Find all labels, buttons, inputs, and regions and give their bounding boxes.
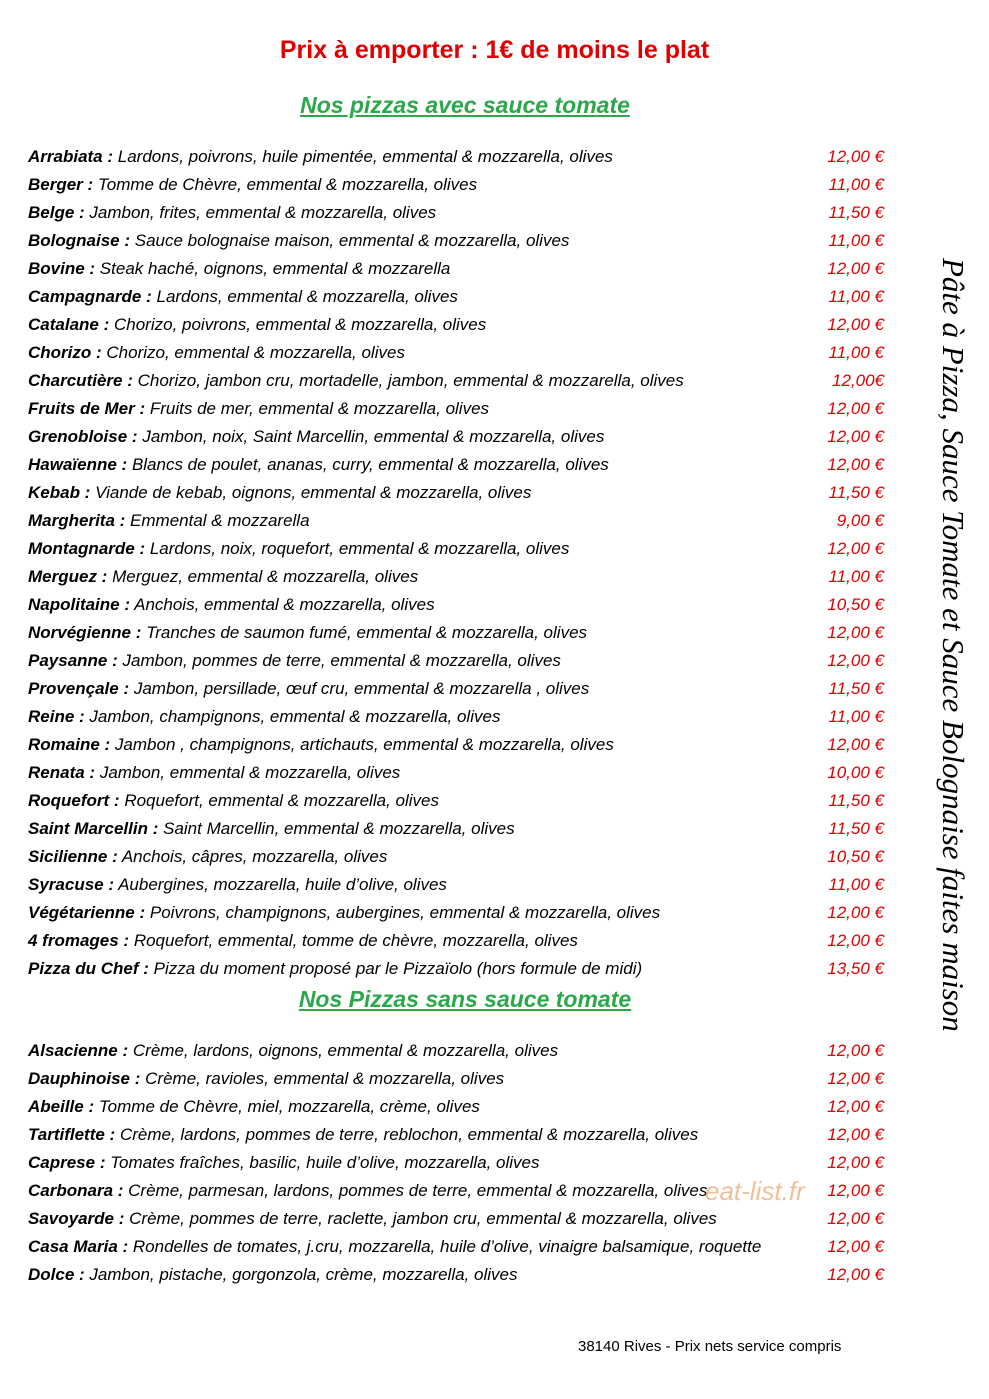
menu-item-price: 12,00 € <box>827 147 884 166</box>
menu-item-description: Jambon, emmental & mozzarella, olives <box>99 763 401 782</box>
menu-item-price: 12,00 € <box>827 259 884 278</box>
menu-item-price: 12,00 € <box>827 539 884 558</box>
menu-item-description: Crème, pommes de terre, raclette, jambon cru, emmental & mozzarella, olives <box>129 1209 717 1228</box>
menu-item-price: 10,50 € <box>827 847 884 866</box>
menu-item <box>28 535 888 563</box>
menu-item-price: 12,00 € <box>827 315 884 334</box>
menu-item-price: 11,00 € <box>828 231 884 250</box>
menu-item-description: Poivrons, champignons, aubergines, emmental & mozzarella, olives <box>149 903 661 922</box>
menu-item-name: Végétarienne : <box>28 903 146 922</box>
menu-item-description: Crème, lardons, oignons, emmental & mozzarella, olives <box>132 1041 559 1060</box>
menu-item-description: Tomme de Chèvre, emmental & mozzarella, olives <box>97 175 478 194</box>
menu-item-price: 12,00 € <box>827 399 884 418</box>
menu-item <box>28 871 888 899</box>
menu-list-without-tomato <box>28 1037 888 1289</box>
menu-item-price: 12,00 € <box>827 623 884 642</box>
menu-list-with-tomato <box>28 143 888 983</box>
menu-item-price: 9,00 € <box>836 511 884 530</box>
menu-item-description: Jambon , champignons, artichauts, emmental & mozzarella, olives <box>114 735 614 754</box>
menu-item-name: Savoyarde : <box>28 1209 125 1228</box>
menu-item-name: Bovine : <box>28 259 96 278</box>
menu-item-name: Paysanne : <box>28 651 118 670</box>
menu-item <box>28 451 888 479</box>
menu-item-description: Emmental & mozzarella <box>130 511 310 530</box>
menu-item-price: 12,00 € <box>827 1125 884 1144</box>
menu-item-price: 13,50 € <box>827 959 884 978</box>
menu-item-name: Montagnarde : <box>28 539 146 558</box>
menu-item-price: 11,00 € <box>828 875 884 894</box>
menu-item-price: 12,00 € <box>827 1097 884 1116</box>
menu-item-price: 12,00 € <box>827 1181 884 1200</box>
menu-item-price: 11,00 € <box>828 707 884 726</box>
menu-item-name: Abeille : <box>28 1097 95 1116</box>
menu-item-description: Anchois, câpres, mozzarella, olives <box>121 847 388 866</box>
menu-item <box>28 759 888 787</box>
menu-item <box>28 787 888 815</box>
menu-item <box>28 227 888 255</box>
menu-item <box>28 479 888 507</box>
menu-item-name: Romaine : <box>28 735 111 754</box>
menu-item-price: 12,00 € <box>827 903 884 922</box>
menu-item-name: Chorizo : <box>28 343 102 362</box>
menu-item-description: Roquefort, emmental & mozzarella, olives <box>124 791 439 810</box>
menu-item-description: Rondelles de tomates, j.cru, mozzarella, huile d’olive, vinaigre balsamique, roquette <box>132 1237 762 1256</box>
menu-item-description: Aubergines, mozzarella, huile d’olive, olives <box>118 875 447 894</box>
menu-item <box>28 423 888 451</box>
menu-item <box>28 311 888 339</box>
menu-item <box>28 563 888 591</box>
menu-item-price: 12,00 € <box>827 931 884 950</box>
menu-item-name: Campagnarde : <box>28 287 152 306</box>
menu-item-price: 11,50 € <box>828 791 884 810</box>
menu-item <box>28 507 888 535</box>
menu-item <box>28 843 888 871</box>
menu-item-name: Catalane : <box>28 315 110 334</box>
menu-item <box>28 1261 888 1289</box>
menu-item-description: Blancs de poulet, ananas, curry, emmental & mozzarella, olives <box>131 455 609 474</box>
menu-item-name: Charcutière : <box>28 371 133 390</box>
menu-item <box>28 171 888 199</box>
menu-item-description: Jambon, persillade, œuf cru, emmental & mozzarella , olives <box>133 679 590 698</box>
menu-item <box>28 899 888 927</box>
menu-item <box>28 955 888 983</box>
menu-item-name: Kebab : <box>28 483 91 502</box>
section-title-without-tomato: Nos Pizzas sans sauce tomate <box>298 986 632 1012</box>
menu-item-name: Sicilienne : <box>28 847 118 866</box>
menu-item-description: Roquefort, emmental, tomme de chèvre, mozzarella, olives <box>133 931 578 950</box>
menu-item <box>28 339 888 367</box>
menu-item-name: Margherita : <box>28 511 126 530</box>
menu-item <box>28 815 888 843</box>
menu-item-price: 12,00 € <box>827 1237 884 1256</box>
menu-item-name: 4 fromages : <box>28 931 130 950</box>
menu-item-description: Lardons, noix, roquefort, emmental & mozzarella, olives <box>149 539 570 558</box>
menu-item-name: Syracuse : <box>28 875 114 894</box>
menu-item-name: Dauphinoise : <box>28 1069 141 1088</box>
menu-item <box>28 647 888 675</box>
menu-item-name: Carbonara : <box>28 1181 124 1200</box>
menu-item-name: Merguez : <box>28 567 108 586</box>
menu-item-price: 12,00 € <box>827 1153 884 1172</box>
menu-item-price: 11,50 € <box>828 203 884 222</box>
menu-item-description: Viande de kebab, oignons, emmental & mozzarella, olives <box>95 483 532 502</box>
menu-item-name: Caprese : <box>28 1153 106 1172</box>
menu-item <box>28 1149 888 1177</box>
menu-item <box>28 1233 888 1261</box>
menu-item <box>28 619 888 647</box>
menu-item <box>28 927 888 955</box>
menu-item <box>28 731 888 759</box>
menu-item-description: Tranches de saumon fumé, emmental & mozzarella, olives <box>146 623 588 642</box>
menu-item-name: Provençale : <box>28 679 130 698</box>
menu-item-description: Jambon, pistache, gorgonzola, crème, mozzarella, olives <box>89 1265 518 1284</box>
homemade-side-note: Pâte à Pizza, Sauce Tomate et Sauce Bolognaise faites maison <box>936 258 971 1032</box>
menu-item-description: Tomme de Chèvre, miel, mozzarella, crème, olives <box>98 1097 480 1116</box>
menu-item <box>28 283 888 311</box>
menu-item-description: Jambon, champignons, emmental & mozzarella, olives <box>89 707 501 726</box>
menu-item-name: Saint Marcellin : <box>28 819 159 838</box>
menu-item <box>28 1037 888 1065</box>
menu-item-name: Napolitaine : <box>28 595 131 614</box>
menu-item-price: 12,00€ <box>832 371 884 390</box>
menu-item-price: 11,00 € <box>828 175 884 194</box>
menu-item-description: Chorizo, jambon cru, mortadelle, jambon, emmental & mozzarella, olives <box>137 371 684 390</box>
menu-item-description: Lardons, emmental & mozzarella, olives <box>156 287 458 306</box>
menu-item <box>28 703 888 731</box>
menu-item-price: 12,00 € <box>827 1069 884 1088</box>
menu-item-name: Grenobloise : <box>28 427 138 446</box>
menu-item-name: Dolce : <box>28 1265 85 1284</box>
menu-item <box>28 395 888 423</box>
menu-item-description: Chorizo, poivrons, emmental & mozzarella, olives <box>113 315 487 334</box>
menu-item-price: 11,00 € <box>828 287 884 306</box>
menu-item-name: Pizza du Chef : <box>28 959 149 978</box>
menu-item-name: Roquefort : <box>28 791 120 810</box>
menu-item-description: Pizza du moment proposé par le Pizzaïolo (hors formule de midi) <box>153 959 643 978</box>
menu-item-price: 12,00 € <box>827 651 884 670</box>
menu-item <box>28 143 888 171</box>
menu-item-description: Sauce bolognaise maison, emmental & mozzarella, olives <box>134 231 570 250</box>
menu-item-name: Norvégienne : <box>28 623 142 642</box>
menu-item-description: Crème, parmesan, lardons, pommes de terre, emmental & mozzarella, olives <box>128 1181 708 1200</box>
menu-item-description: Jambon, noix, Saint Marcellin, emmental & mozzarella, olives <box>142 427 605 446</box>
menu-item-price: 10,50 € <box>827 595 884 614</box>
menu-item-description: Crème, ravioles, emmental & mozzarella, olives <box>145 1069 505 1088</box>
menu-item <box>28 367 888 395</box>
menu-item-name: Bolognaise : <box>28 231 131 250</box>
menu-item-price: 11,50 € <box>828 819 884 838</box>
menu-item-price: 12,00 € <box>827 455 884 474</box>
menu-item-price: 12,00 € <box>827 1265 884 1284</box>
menu-item-price: 11,50 € <box>828 679 884 698</box>
menu-item-name: Hawaïenne : <box>28 455 128 474</box>
menu-item <box>28 591 888 619</box>
menu-item-name: Reine : <box>28 707 85 726</box>
menu-item-name: Berger : <box>28 175 94 194</box>
menu-item-name: Casa Maria : <box>28 1237 129 1256</box>
menu-item-price: 12,00 € <box>827 1209 884 1228</box>
section-title-with-tomato: Nos pizzas avec sauce tomate <box>300 92 630 118</box>
menu-item <box>28 1065 888 1093</box>
menu-item <box>28 675 888 703</box>
menu-item-name: Arrabiata : <box>28 147 114 166</box>
menu-item-price: 12,00 € <box>827 735 884 754</box>
menu-item <box>28 199 888 227</box>
menu-item-description: Merguez, emmental & mozzarella, olives <box>112 567 419 586</box>
menu-item-name: Alsacienne : <box>28 1041 129 1060</box>
menu-item-name: Renata : <box>28 763 96 782</box>
menu-item-description: Jambon, frites, emmental & mozzarella, olives <box>89 203 437 222</box>
watermark: eat-list.fr <box>705 1176 805 1206</box>
menu-item-description: Lardons, poivrons, huile pimentée, emmental & mozzarella, olives <box>117 147 613 166</box>
menu-item-description: Fruits de mer, emmental & mozzarella, olives <box>149 399 490 418</box>
menu-item-price: 12,00 € <box>827 427 884 446</box>
menu-item-price: 11,50 € <box>828 483 884 502</box>
menu-item-description: Jambon, pommes de terre, emmental & mozzarella, olives <box>122 651 561 670</box>
menu-item <box>28 1121 888 1149</box>
menu-item-price: 12,00 € <box>827 1041 884 1060</box>
menu-item-name: Fruits de Mer : <box>28 399 146 418</box>
menu-item <box>28 255 888 283</box>
footer-note: 38140 Rives - Prix nets service compris <box>578 1338 842 1355</box>
menu-item-price: 10,00 € <box>827 763 884 782</box>
menu-item <box>28 1093 888 1121</box>
menu-item-description: Steak haché, oignons, emmental & mozzarella <box>99 259 451 278</box>
menu-item-description: Tomates fraîches, basilic, huile d’olive, mozzarella, olives <box>110 1153 540 1172</box>
menu-item-description: Anchois, emmental & mozzarella, olives <box>134 595 435 614</box>
takeaway-note: Prix à emporter : 1€ de moins le plat <box>279 36 710 64</box>
menu-item-description: Chorizo, emmental & mozzarella, olives <box>106 343 405 362</box>
menu-item-price: 11,00 € <box>828 343 884 362</box>
menu-item-name: Belge : <box>28 203 85 222</box>
menu-item-price: 11,00 € <box>828 567 884 586</box>
menu-item-description: Crème, lardons, pommes de terre, reblochon, emmental & mozzarella, olives <box>119 1125 699 1144</box>
menu-item-description: Saint Marcellin, emmental & mozzarella, olives <box>163 819 515 838</box>
menu-item-name: Tartiflette : <box>28 1125 116 1144</box>
menu-item <box>28 1205 888 1233</box>
